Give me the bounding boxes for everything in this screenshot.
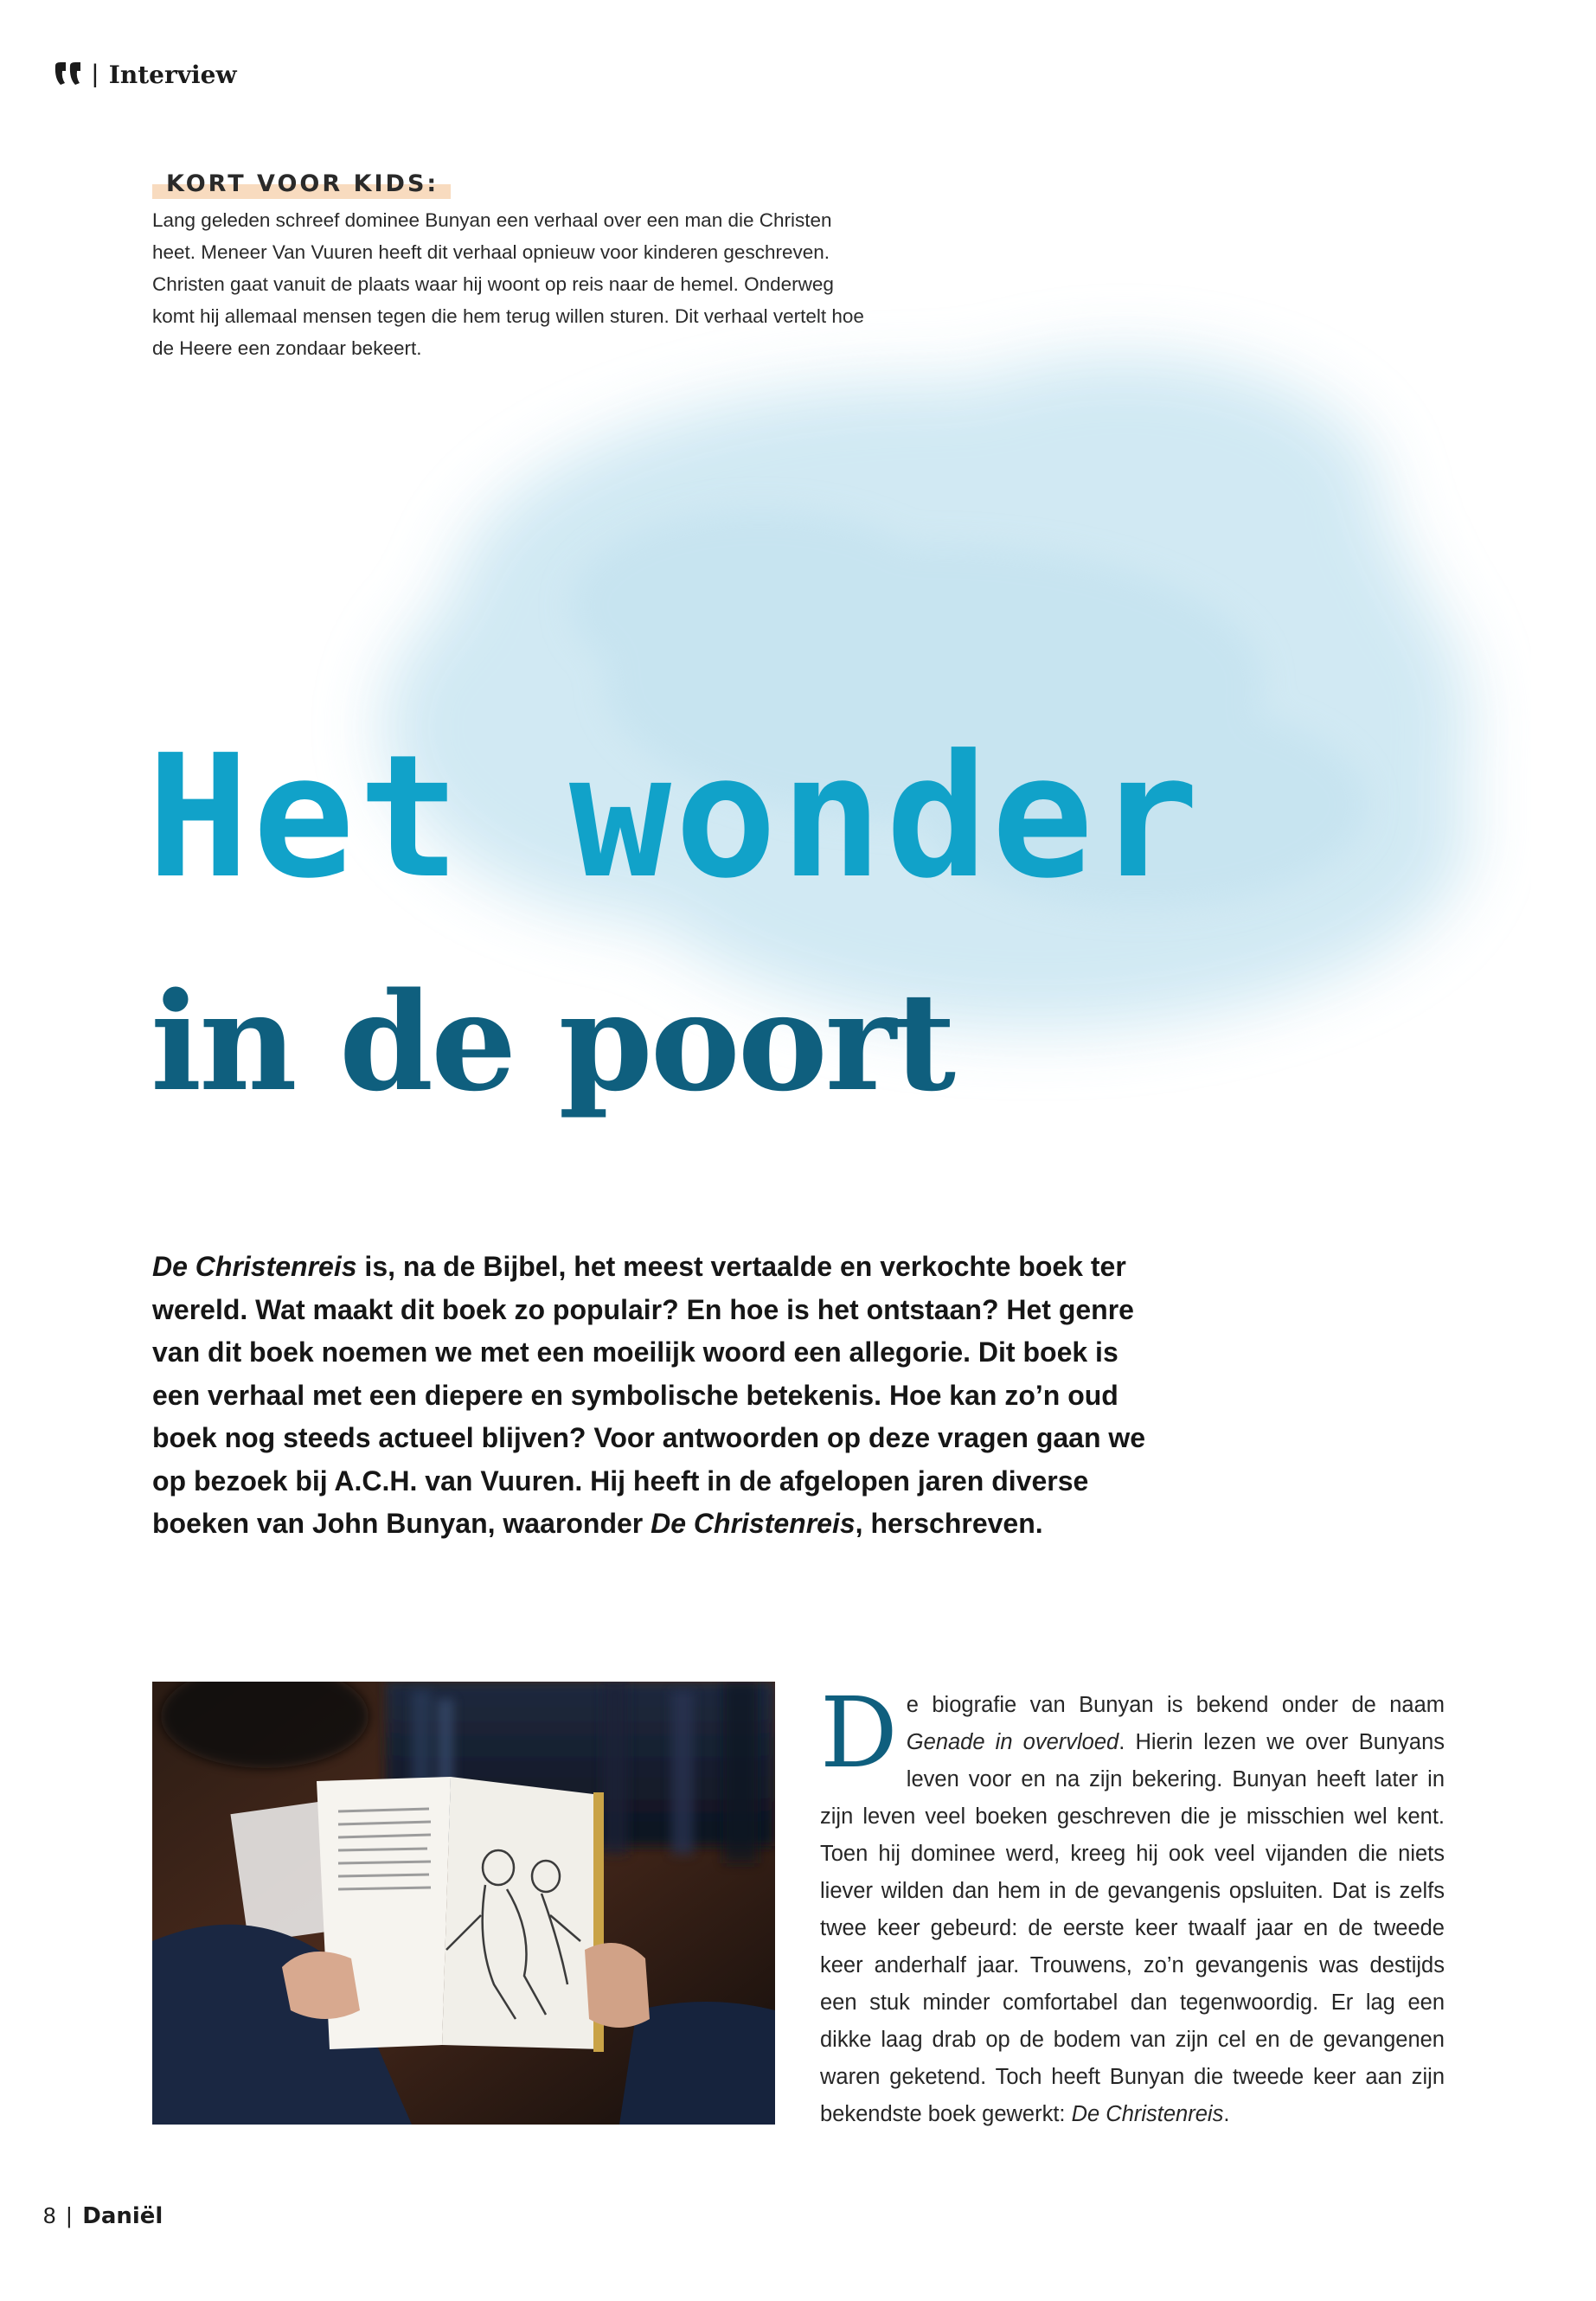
article-text-3: . xyxy=(1223,2102,1230,2126)
article-text-1: e biografie van Bunyan is bekend onder de naam xyxy=(906,1693,1445,1717)
photo-hands-holding-open-book xyxy=(152,1682,775,2125)
article-body xyxy=(820,1677,1445,2133)
intro-book-title-2: De Christenreis xyxy=(651,1508,856,1539)
footer-separator: | xyxy=(66,2202,73,2228)
title-line-2: in de poort xyxy=(151,963,954,1121)
intro-book-title: De Christenreis xyxy=(152,1251,357,1282)
section-title: Interview xyxy=(108,60,237,89)
page-number: 8 xyxy=(43,2202,56,2228)
magazine-name: Daniël xyxy=(82,2202,163,2229)
intro-text-2: , herschreven. xyxy=(855,1508,1043,1539)
kids-label: KORT VOOR KIDS: xyxy=(152,170,451,199)
article-book-title-2: De Christenreis xyxy=(1071,2102,1224,2126)
intro-text-1: is, na de Bijbel, het meest vertaalde en verkochte boek ter wereld. Wat maakt dit boek zo populair? En hoe is het ontstaan? Het genre van dit boek noemen we met een moeilijk woord een allegorie. Dit boek is een verhaal met een diepere en symbolische betekenis. Hoe kan zo’n oud boek nog steeds actueel blijven? Voor antwoorden op deze vragen gaan we op bezoek bij A.C.H. van Vuuren. Hij heeft in de afgelopen jaren diverse boeken van John Bunyan, waaronder xyxy=(152,1251,1146,1539)
quote-marks-icon xyxy=(54,62,83,87)
book-photo-illustration xyxy=(152,1682,775,2125)
drop-cap: D xyxy=(820,1677,898,1790)
header-separator: | xyxy=(92,60,99,88)
page-footer xyxy=(43,2202,163,2229)
kids-text: Lang geleden schreef dominee Bunyan een verhaal over een man die Christen heet. Meneer Van Vuuren heeft dit verhaal opnieuw voor kinderen geschreven. Christen gaat vanuit de plaats waar hij woont op reis naar de hemel. Onderweg komt hij allemaal mensen tegen die hem terug willen sturen. Dit verhaal vertelt hoe de Heere een zondaar bekeert. xyxy=(152,209,864,359)
page-header xyxy=(54,57,237,92)
title-line-1: Het wonder xyxy=(147,719,1203,916)
intro-paragraph xyxy=(152,1246,1156,1546)
article-book-title: Genade in overvloed xyxy=(906,1730,1119,1754)
article-text-2: . Hierin lezen we over Bunyans leven voor en na zijn bekering. Bunyan heeft later in zijn leven veel boeken geschreven die je misschien wel kent. Toen hij dominee werd, kreeg hij ook veel vijanden die niets liever wilden dan hem in de gevangenis opsluiten. Dat is zelfs twee keer gebeurd: de eerste keer twaalf jaar en de tweede keer anderhalf jaar. Trouwens, zo’n gevangenis was destijds een stuk minder comfortabel dan tegenwoordig. Er lag een dikke laag drab op de bodem van zijn cel en de gevangenen waren geketend. Toch heeft Bunyan die tweede keer aan zijn bekendste boek gewerkt: xyxy=(820,1730,1445,2126)
